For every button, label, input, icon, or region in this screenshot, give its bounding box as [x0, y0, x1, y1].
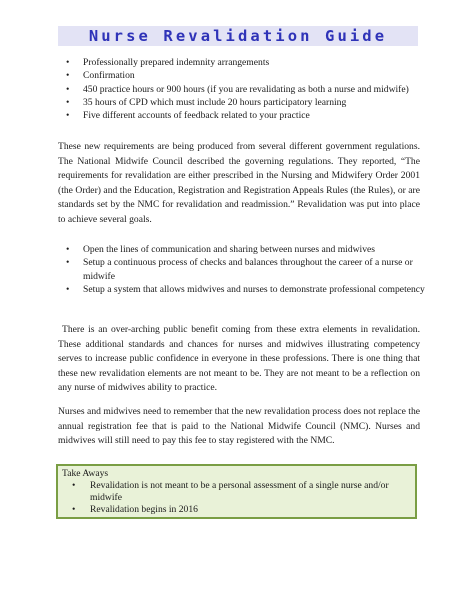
list-item: • Setup a continuous process of checks and balances throughout the career of a nurse or midwife	[66, 256, 426, 283]
title-banner	[58, 26, 418, 46]
list-item: • 450 practice hours or 900 hours (if you are revalidating as both a nurse and midwife)	[66, 83, 426, 96]
paragraph-public-benefit: There is an over-arching public benefit coming from these extra elements in revalidation. These additional standards and chances for nurses and midwives illustrating competency serves to increase public confidence in everyone in these professions. There is one thing that these new revalidation elements are not meant to be. They are not meant to be a reflection on any nurse of midwives ability to practice.	[58, 324, 420, 393]
paragraph-regulations: These new requirements are being produced from several different government regulations. The National Midwife Council described the governing regulations. They reported, “The requirements for revalidation are either prescribed in the Nursing and Midwifery Order 2001 (the Order) and the Education, Registration and Registration Appeals Rules (the Rules), or are standards set by the NMC for revalidation and readmission.” Revalidation was put into place to achieve several goals.	[58, 141, 420, 225]
list-item: • Revalidation begins in 2016	[72, 504, 402, 516]
goals-list	[66, 243, 426, 296]
list-item: • 35 hours of CPD which must include 20 hours participatory learning	[66, 96, 426, 109]
takeaways-box	[56, 464, 417, 519]
list-item: • Professionally prepared indemnity arrangements	[66, 56, 426, 69]
list-item: • Five different accounts of feedback related to your practice	[66, 109, 426, 122]
list-item: • Setup a system that allows midwives and nurses to demonstrate professional competency	[66, 283, 426, 296]
takeaways-heading: Take Aways	[62, 468, 109, 479]
list-item: • Open the lines of communication and sharing between nurses and midwives	[66, 243, 426, 256]
requirements-list	[66, 56, 426, 122]
page-title: Nurse Revalidation Guide	[88, 27, 388, 45]
list-item: • Confirmation	[66, 69, 426, 82]
paragraph-registration-fee: Nurses and midwives need to remember that the new revalidation process does not replace the annual registration fee that is paid to the National Midwife Council (NMC). Nurses and midwives will still need to pay this fee to stay registered with the NMC.	[58, 406, 420, 446]
list-item: • Revalidation is not meant to be a personal assessment of a single nurse and/or midwife	[72, 480, 402, 504]
takeaways-list	[72, 480, 402, 517]
